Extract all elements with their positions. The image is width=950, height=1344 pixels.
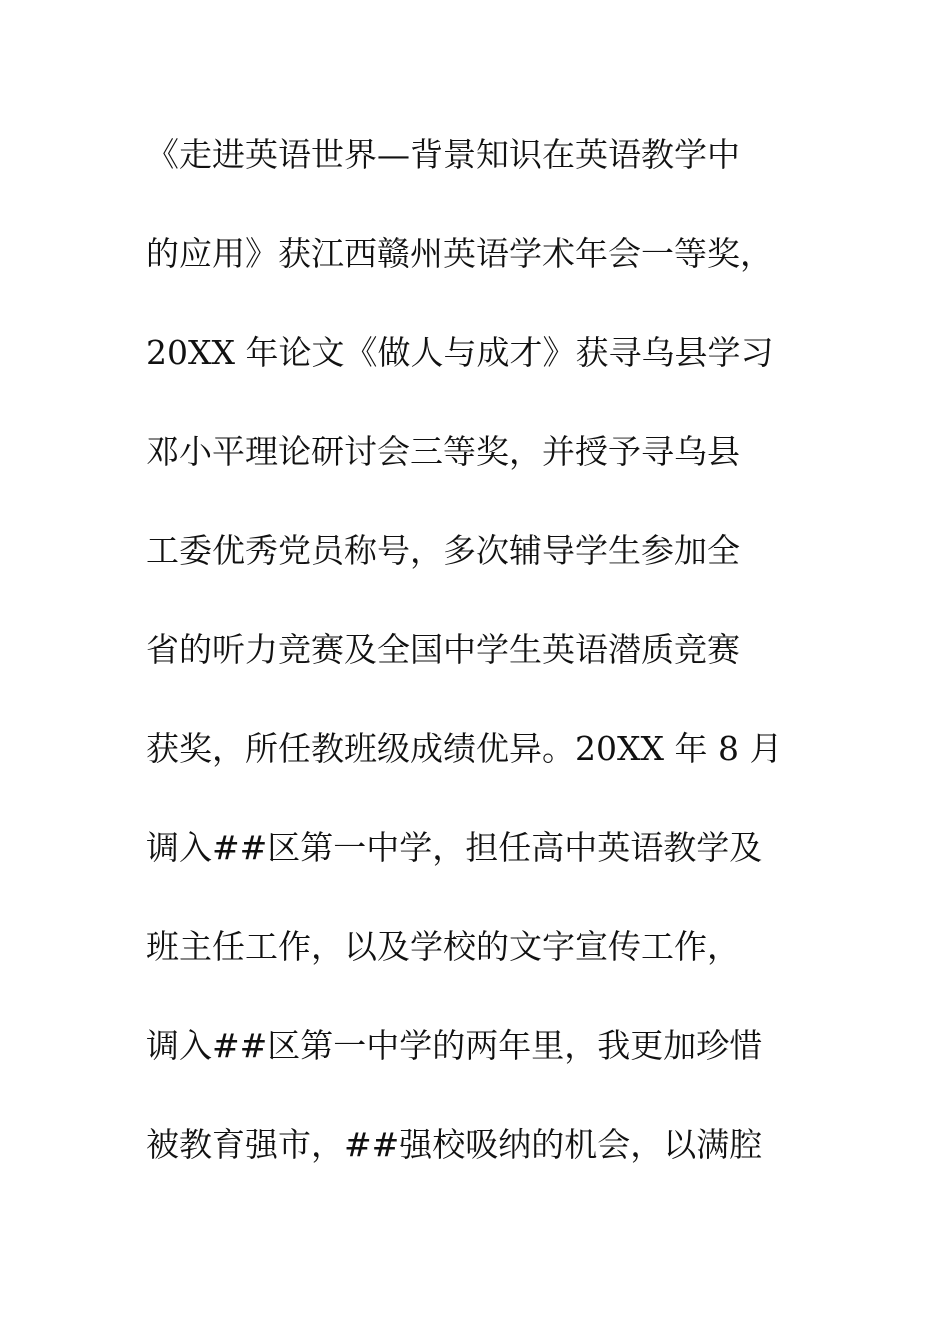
text-line: 调入##区第一中学，担任高中英语教学及 — [146, 828, 763, 867]
text-line: 邓小平理论研讨会三等奖，并授予寻乌县 — [146, 432, 740, 471]
text-line: 班主任工作，以及学校的文字宣传工作， — [146, 927, 740, 966]
text-line: 被教育强市，##强校吸纳的机会，以满腔 — [146, 1125, 763, 1164]
text-line: 调入##区第一中学的两年里，我更加珍惜 — [146, 1026, 763, 1065]
body-text — [146, 126, 806, 1215]
text-line: 20XX 年论文《做人与成才》获寻乌县学习 — [146, 333, 774, 372]
text-line: 获奖，所任教班级成绩优异。20XX 年 8 月 — [146, 729, 783, 768]
text-line: 省的听力竞赛及全国中学生英语潜质竞赛 — [146, 630, 740, 669]
text-line: 的应用》获江西赣州英语学术年会一等奖， — [146, 234, 773, 273]
text-line: 《走进英语世界—背景知识在英语教学中 — [146, 135, 740, 174]
text-line: 工委优秀党员称号，多次辅导学生参加全 — [146, 531, 740, 570]
